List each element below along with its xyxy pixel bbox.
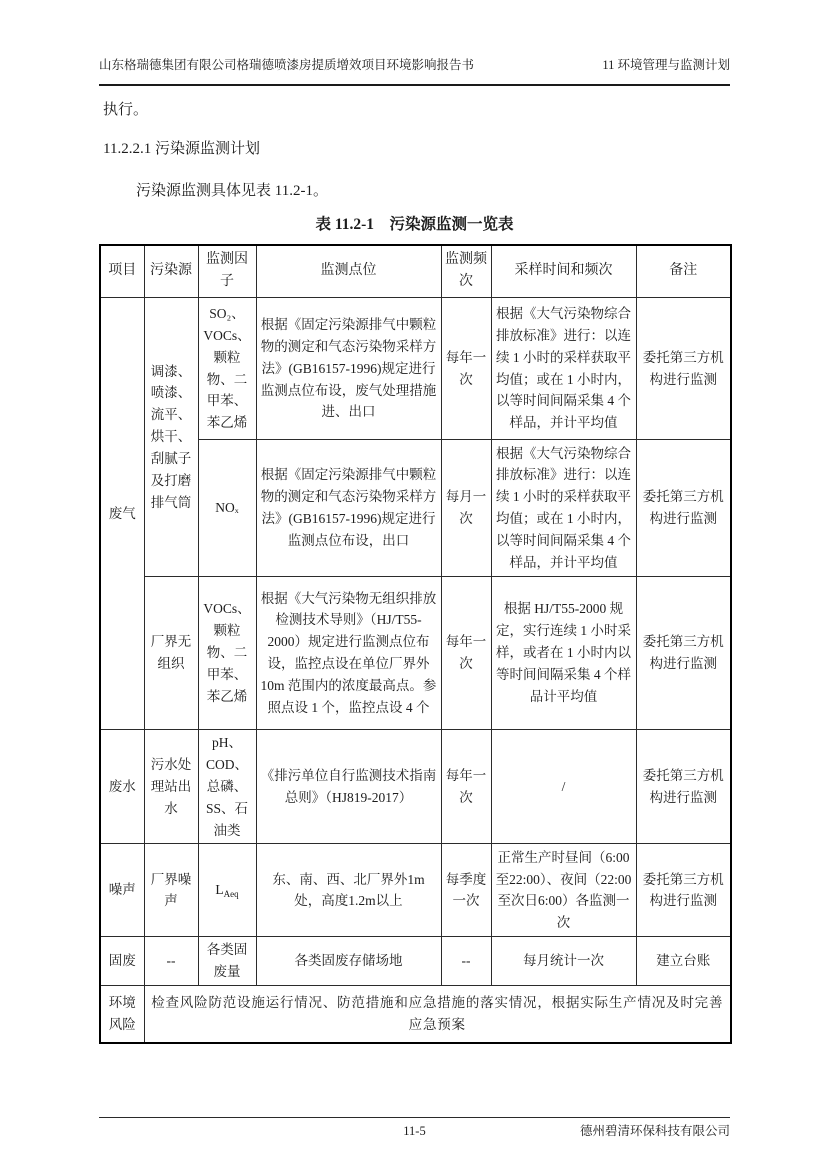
page-header <box>99 58 730 86</box>
cell-point-waste-water: 《排污单位自行监测技术指南 总则》（HJ819-2017） <box>256 730 441 844</box>
paragraph-top: 执行。 <box>103 102 149 118</box>
table-header-row <box>100 245 731 298</box>
footer-company: 德州碧清环保科技有限公司 <box>579 1123 730 1138</box>
table-row-waste-gas-fugitive <box>100 577 731 730</box>
footer-page-number: 11-5 <box>403 1123 426 1138</box>
cell-project-noise: 噪声 <box>100 844 144 937</box>
cell-env-risk-description: 检查风险防范设施运行情况、防范措施和应急措施的落实情况，根据实际生产情况及时完善应急预案 <box>144 986 731 1043</box>
col-header-source: 污染源 <box>144 245 198 298</box>
cell-factor-noise <box>198 844 256 937</box>
table-row-waste-gas-so2 <box>100 298 731 440</box>
table-caption: 表 11.2-1 污染源监测一览表 <box>315 216 514 233</box>
cell-frequency-fugitive: 每年一次 <box>441 577 491 730</box>
cell-point-fugitive: 根据《大气污染物无组织排放检测技术导则》（HJ/T55-2000）规定进行监测点位布设，监控点设在单位厂界外 10m 范围内的浓度最高点。参照点设 1 个，监控点设 4 个 <box>256 577 441 730</box>
cell-note-noise: 委托第三方机构进行监测 <box>636 844 731 937</box>
cell-factor-nox: NOₓ <box>198 440 256 577</box>
cell-frequency-nox: 每月一次 <box>441 440 491 577</box>
cell-project-waste-gas: 废气 <box>100 298 144 730</box>
cell-source-solid-waste: -- <box>144 937 198 986</box>
cell-frequency-solid-waste: -- <box>441 937 491 986</box>
cell-factor-so2: SO₂、VOCs、颗粒物、二甲苯、苯乙烯 <box>198 298 256 440</box>
page-header-left-title: 山东格瑞德集团有限公司格瑞德喷漆房提质增效项目环境影响报告书 <box>99 58 475 72</box>
cell-source-organized: 调漆、喷漆、流平、烘干、刮腻子及打磨排气筒 <box>144 298 198 577</box>
table-row-solid-waste <box>100 937 731 986</box>
cell-project-env-risk: 环境风险 <box>100 986 144 1043</box>
paragraph-intro: 污染源监测具体见表 11.2-1。 <box>136 183 328 199</box>
section-heading: 11.2.2.1 污染源监测计划 <box>103 141 260 157</box>
noise-factor-symbol: L <box>215 882 224 898</box>
cell-note-fugitive: 委托第三方机构进行监测 <box>636 577 731 730</box>
cell-frequency-waste-water: 每年一次 <box>441 730 491 844</box>
cell-project-solid-waste: 固废 <box>100 937 144 986</box>
page-header-right-title: 11 环境管理与监测计划 <box>602 58 730 72</box>
table-row-noise <box>100 844 731 937</box>
cell-source-fugitive: 厂界无组织 <box>144 577 198 730</box>
cell-sampling-noise: 正常生产时昼间（6:00至22:00）、夜间（22:00至次日6:00）各监测一次 <box>491 844 636 937</box>
cell-sampling-nox: 根据《大气污染物综合排放标准》进行：以连续 1 小时的采样获取平均值；或在 1 小时内，以等时间间隔采集 4 个样品，并计平均值 <box>491 440 636 577</box>
table-row-env-risk <box>100 986 731 1043</box>
cell-source-waste-water: 污水处理站出水 <box>144 730 198 844</box>
cell-frequency-so2: 每年一次 <box>441 298 491 440</box>
cell-point-solid-waste: 各类固废存储场地 <box>256 937 441 986</box>
cell-factor-fugitive: VOCs、颗粒物、二甲苯、苯乙烯 <box>198 577 256 730</box>
cell-source-noise: 厂界噪声 <box>144 844 198 937</box>
cell-sampling-so2: 根据《大气污染物综合排放标准》进行：以连续 1 小时的采样获取平均值；或在 1 小时内，以等时间间隔采集 4 个样品，并计平均值 <box>491 298 636 440</box>
cell-point-nox: 根据《固定污染源排气中颗粒物的测定和气态污染物采样方法》(GB16157-1996)规定进行监测点位布设，出口 <box>256 440 441 577</box>
cell-note-solid-waste: 建立台账 <box>636 937 731 986</box>
cell-point-noise: 东、南、西、北厂界外1m处，高度1.2m以上 <box>256 844 441 937</box>
cell-project-waste-water: 废水 <box>100 730 144 844</box>
cell-sampling-fugitive: 根据 HJ/T55-2000 规定，实行连续 1 小时采样，或者在 1 小时内以等时间间隔采集 4 个样品计平均值 <box>491 577 636 730</box>
table-row-waste-water <box>100 730 731 844</box>
cell-factor-solid-waste: 各类固废量 <box>198 937 256 986</box>
cell-note-so2: 委托第三方机构进行监测 <box>636 298 731 440</box>
cell-sampling-solid-waste: 每月统计一次 <box>491 937 636 986</box>
cell-note-nox: 委托第三方机构进行监测 <box>636 440 731 577</box>
col-header-point: 监测点位 <box>256 245 441 298</box>
page-footer <box>99 1117 730 1139</box>
cell-sampling-waste-water: / <box>491 730 636 844</box>
col-header-sampling: 采样时间和频次 <box>491 245 636 298</box>
col-header-frequency: 监测频次 <box>441 245 491 298</box>
col-header-note: 备注 <box>636 245 731 298</box>
noise-factor-subscript: Aeq <box>223 889 239 900</box>
col-header-project: 项目 <box>100 245 144 298</box>
cell-factor-waste-water: pH、COD、总磷、SS、石油类 <box>198 730 256 844</box>
col-header-factor: 监测因子 <box>198 245 256 298</box>
cell-frequency-noise: 每季度一次 <box>441 844 491 937</box>
cell-point-so2: 根据《固定污染源排气中颗粒物的测定和气态污染物采样方法》(GB16157-1996)规定进行监测点位布设，废气处理措施进、出口 <box>256 298 441 440</box>
monitoring-table <box>99 244 732 1044</box>
cell-note-waste-water: 委托第三方机构进行监测 <box>636 730 731 844</box>
